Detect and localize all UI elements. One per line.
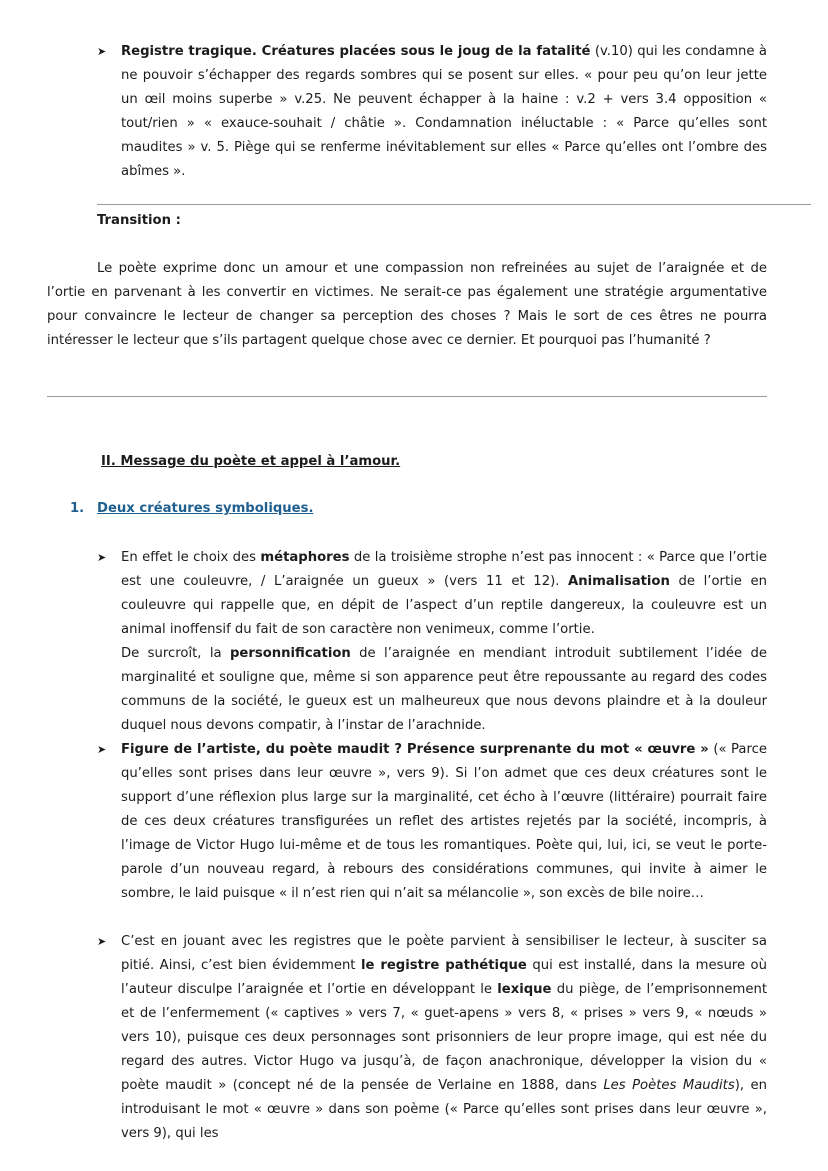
subsection-title: Deux créatures symboliques. bbox=[97, 501, 314, 516]
text: de la troisième strophe n’est pas innocent : « Parce que l’ortie est une couleuvre, / L’araignée un gueux » (vers 11 et 12). bbox=[121, 550, 767, 589]
paragraph-personification bbox=[121, 642, 767, 738]
bullet-paragraph-registers bbox=[121, 930, 767, 1146]
book-title: Les Poètes Maudits bbox=[603, 1078, 735, 1093]
bold-phrase: Figure de l’artiste, du poète maudit ? Présence surprenante du mot « œuvre » bbox=[121, 742, 709, 757]
text: (« Parce qu’elles sont prises dans leur œuvre », vers 9). Si l’on admet que ces deux créatures sont le support d’une réflexion plus large sur la marginalité, cet écho à l’œuvre (littéraire) pourrait faire de ces deux créatures transfigurées un reflet des artistes rejetés par la société, incompris, à l’image de Victor Hugo lui-même et de tous les romantiques. Poète qui, lui, ici, se veut le porte-parole d’un nouveau regard, à rebours des considérations communes, qui invite à aimer le sombre, le laid puisque « il n’est rien qui n’ait sa mélancolie », son excès de bile noire… bbox=[121, 742, 767, 901]
bold-punct: . bbox=[251, 44, 262, 59]
section-title: II. Message du poète et appel à l’amour. bbox=[101, 454, 401, 469]
text: C’est en jouant avec les registres que le poète parvient à sensibiliser le lecteur, à susciter sa pitié. Ainsi, c’est bien évidemment bbox=[121, 934, 767, 973]
bold-phrase: lexique bbox=[497, 982, 552, 997]
text: de l’araignée en mendiant introduit subtilement l’idée de marginalité et souligne que, même si son apparence peut être repoussante au regard des codes communs de la société, le gueux est un malheureux que nous devons plaindre et à la douleur duquel nous devons compatir, à l’instar de l’arachnide. bbox=[121, 646, 767, 733]
bold-phrase: métaphores bbox=[260, 550, 350, 565]
bullet-icon: ➤ bbox=[97, 743, 107, 756]
text: de l’ortie en couleuvre qui rappelle que, en dépit de l’aspect d’un reptile dangereux, la couleuvre est un animal inoffensif du fait de son caractère non venimeux, comme l’ortie. bbox=[121, 574, 767, 637]
bullet-paragraph-artist bbox=[121, 738, 767, 906]
bullet-icon: ➤ bbox=[97, 551, 107, 564]
bullet-paragraph-tragic bbox=[121, 40, 767, 184]
divider bbox=[47, 396, 767, 397]
transition-label: Transition : bbox=[97, 213, 181, 228]
text: De surcroît, la bbox=[121, 646, 230, 661]
divider bbox=[97, 204, 811, 205]
text: du piège, de l’emprisonnement et de l’enfermement (« captives » vers 7, « guet-apens » vers 8, « prises » vers 9, « nœuds » vers 10), puisque ces deux personnages sont prisonniers de leur propre image, qui est née du regard des autres. Victor Hugo va jusqu’à, de façon anachronique, développer la vision du « poète maudit » (concept né de la pensée de Verlaine en 1888, dans bbox=[121, 982, 767, 1093]
bold-phrase: personnification bbox=[229, 646, 351, 661]
text: (v.10) qui les condamne à ne pouvoir s’échapper des regards sombres qui se posent sur elles. « pour peu qu’on leur jette un œil moins superbe » v.25. Ne peuvent échapper à la haine : v.2 + vers 3.4 opposition « tout/rien » « exauce-souhait / châtie ». Condamnation inéluctable : « Parce qu’elles sont maudites » v. 5. Piège qui se renferme inévitablement sur elles « Parce qu’elles ont l’ombre des abîmes ». bbox=[121, 44, 767, 179]
text: qui est installé, dans la mesure où l’auteur disculpe l’araignée et l’ortie en développant le bbox=[121, 958, 767, 997]
bold-phrase: le registre pathétique bbox=[360, 958, 527, 973]
bold-phrase: Animalisation bbox=[568, 574, 670, 589]
text: En effet le choix des bbox=[121, 550, 261, 565]
bullet-icon: ➤ bbox=[97, 935, 107, 948]
text: ), en introduisant le mot « œuvre » dans son poème (« Parce qu’elles sont prises dans leur œuvre », vers 9), qui les bbox=[121, 1078, 767, 1141]
bold-phrase: Registre tragique bbox=[121, 44, 252, 59]
bullet-paragraph-metaphors bbox=[121, 546, 767, 642]
subsection-number: 1. bbox=[70, 501, 85, 516]
bold-phrase: Créatures placées sous le joug de la fatalité bbox=[261, 44, 591, 59]
transition-paragraph: Le poète exprime donc un amour et une compassion non refreinées au sujet de l’araignée et de l’ortie en parvenant à les convertir en victimes. Ne serait-ce pas également une stratégie argumentative pour convaincre le lecteur de changer sa perception des choses ? Mais le sort de ces êtres ne pourra intéresser le lecteur que s’ils partagent quelque chose avec ce dernier. Et pourquoi pas l’humanité ? bbox=[47, 261, 767, 348]
bullet-icon: ➤ bbox=[97, 45, 107, 58]
